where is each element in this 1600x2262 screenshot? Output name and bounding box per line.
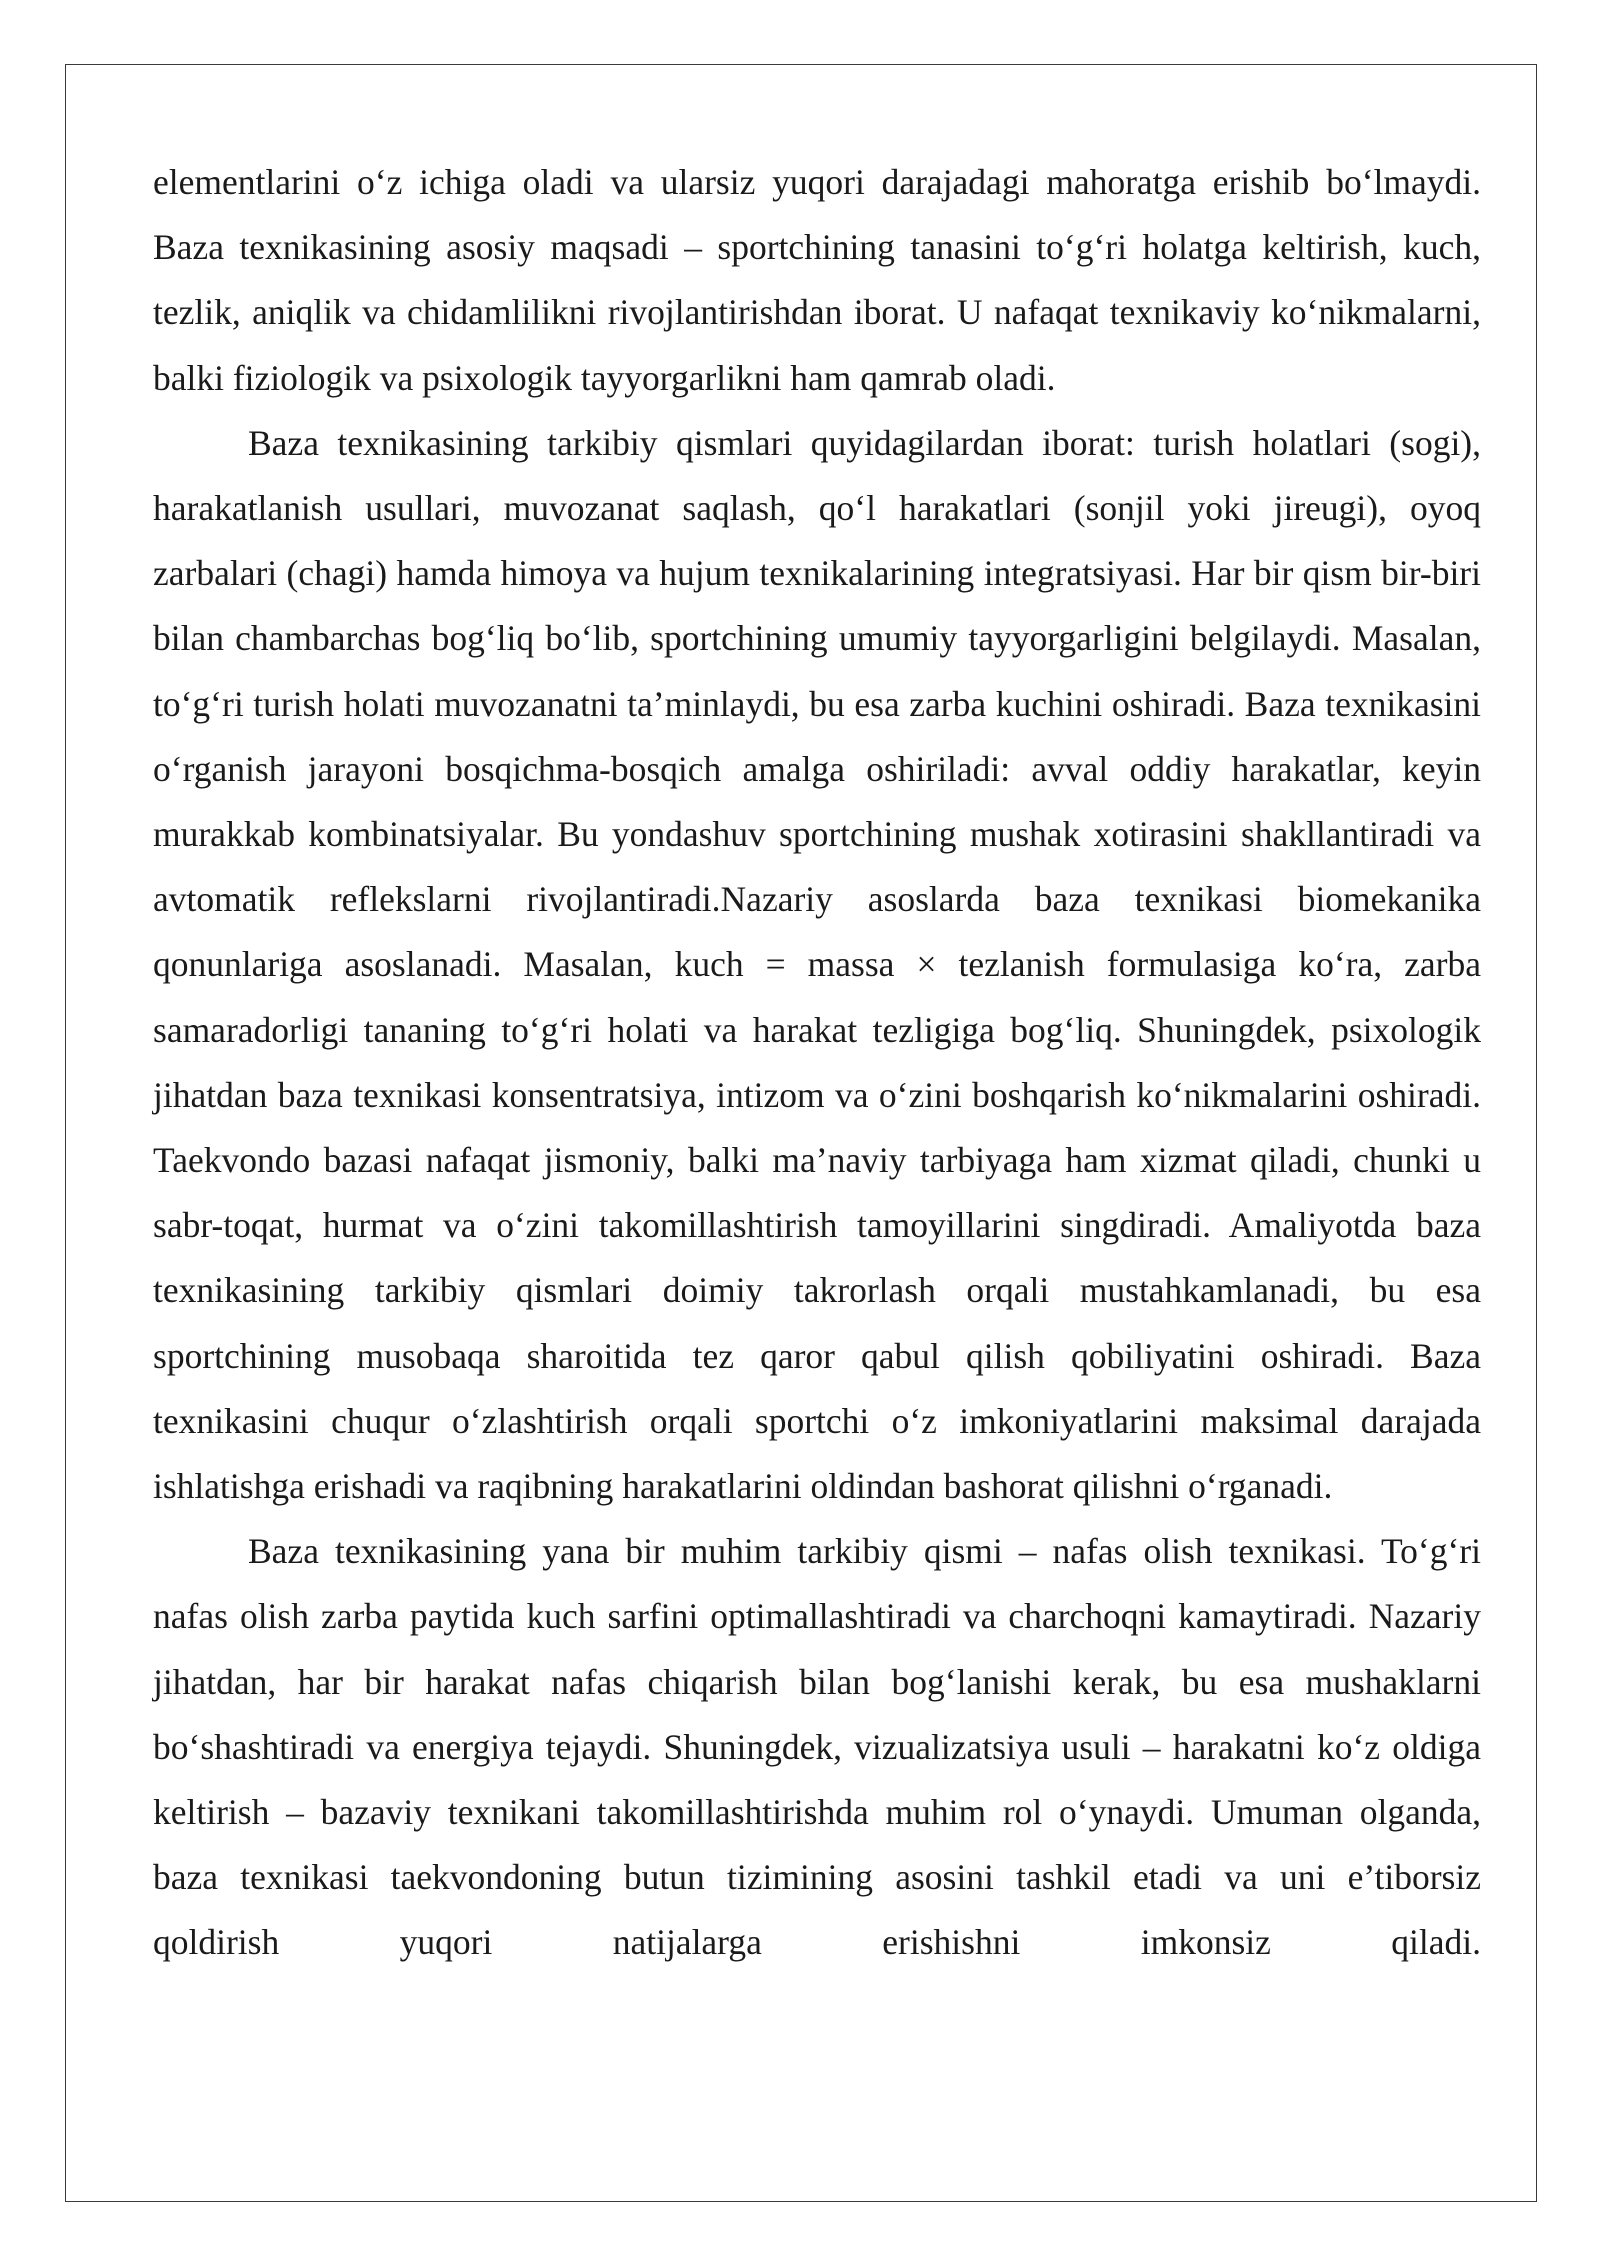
paragraph-components: Baza texnikasining tarkibiy qismlari quyidagilardan iborat: turish holatlari (sogi), harakatlanish usullari, muvozanat saqlash, qo‘l harakatlari (sonjil yoki jireugi), oyoq zarbalari (chagi) hamda himoya va hujum texnikalarining integratsiyasi. Har bir qism bir-biri bilan chambarchas bog‘liq bo‘lib, sportchining umumiy tayyorgarligini belgilaydi. Masalan, to‘g‘ri turish holati muvozanatni ta’minlaydi, bu esa zarba kuchini oshiradi. Baza texnikasini o‘rganish jarayoni bosqichma-bosqich amalga oshiriladi: avval oddiy harakatlar, keyin murakkab kombinatsiyalar. Bu yondashuv sportchining mushak xotirasini shakllantiradi va avtomatik reflekslarni rivojlantiradi.Nazariy asoslarda baza texnikasi biomekanika qonunlariga asoslanadi. Masalan, kuch = massa × tezlanish formulasiga ko‘ra, zarba samaradorligi tananing to‘g‘ri holati va harakat tezligiga bog‘liq. Shuningdek, psixologik jihatdan baza texnikasi konsentratsiya, intizom va o‘zini boshqarish ko‘nikmalarini oshiradi. Taekvondo bazasi nafaqat jismoniy, balki ma’naviy tarbiyaga ham xizmat qiladi, chunki u sabr-toqat, hurmat va o‘zini takomillashtirish tamoyillarini singdiradi. Amaliyotda baza texnikasining tarkibiy qismlari doimiy takrorlash orqali mustahkamlanadi, bu esa sportchining musobaqa sharoitida tez qaror qabul qilish qobiliyatini oshiradi. Baza texnikasini chuqur o‘zlashtirish orqali sportchi o‘z imkoniyatlarini maksimal darajada ishlatishga erishadi va raqibning harakatlarini oldindan bashorat qilishni o‘rganadi. [153, 422, 1481, 1507]
paragraph-continuation: elementlarini o‘z ichiga oladi va ularsiz yuqori darajadagi mahoratga erishib bo‘lmaydi. Baza texnikasining asosiy maqsadi – sportchining tanasini to‘g‘ri holatga keltirish, kuch, tezlik, aniqlik va chidamlilikni rivojlantirishdan iborat. U nafaqat texnikaviy ko‘nikmalarni, balki fiziologik va psixologik tayyorgarlikni ham qamrab oladi. [153, 162, 1481, 398]
paragraph-breathing: Baza texnikasining yana bir muhim tarkibiy qismi – nafas olish texnikasi. To‘g‘ri nafas olish zarba paytida kuch sarfini optimallashtiradi va charchoqni kamaytiradi. Nazariy jihatdan, har bir harakat nafas chiqarish bilan bog‘lanishi kerak, bu esa mushaklarni bo‘shashtiradi va energiya tejaydi. Shuningdek, vizualizatsiya usuli – harakatni ko‘z oldiga keltirish – bazaviy texnikani takomillashtirishda muhim rol o‘ynaydi. Umuman olganda, baza texnikasi taekvondoning butun tizimining asosini tashkil etadi va uni e’tiborsiz qoldirish yuqori natijalarga erishishni imkonsiz qiladi. [153, 1531, 1481, 1963]
document-body [153, 150, 1481, 1976]
